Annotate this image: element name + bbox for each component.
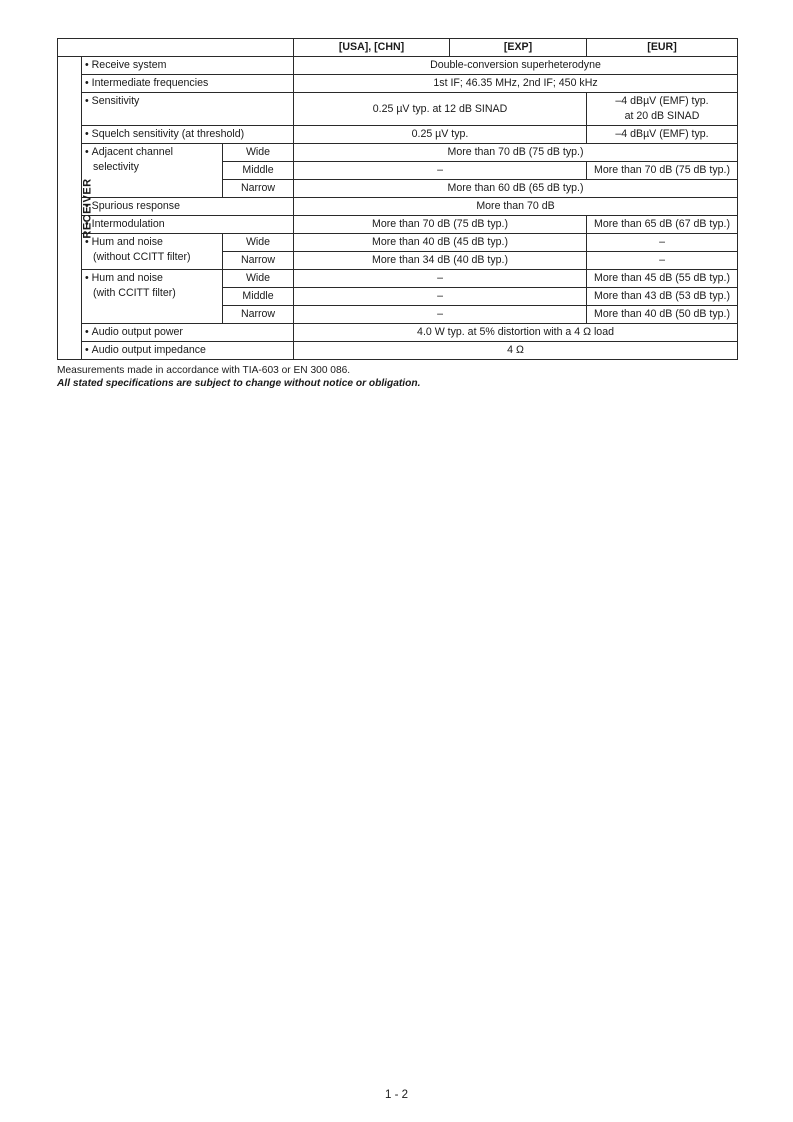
disclaimer-note: All stated specifications are subject to change without notice or obligation. bbox=[57, 378, 421, 389]
table-header-row bbox=[58, 39, 738, 57]
row-value-eur: More than 65 dB (67 dB typ.) bbox=[587, 216, 738, 234]
row-value-eur: More than 45 dB (55 dB typ.) bbox=[587, 270, 738, 288]
row-label: • Squelch sensitivity (at threshold) bbox=[82, 126, 294, 144]
label-line: (without CCITT filter) bbox=[93, 251, 191, 263]
header-exp: [EXP] bbox=[450, 39, 587, 57]
row-value-usa-exp: More than 34 dB (40 dB typ.) bbox=[294, 252, 587, 270]
label-line: • Hum and noise bbox=[85, 272, 219, 285]
sub-label: Wide bbox=[223, 144, 294, 162]
row-label: • Sensitivity bbox=[82, 93, 294, 126]
row-value-eur bbox=[587, 93, 738, 126]
sub-label: Narrow bbox=[223, 180, 294, 198]
row-value: More than 60 dB (65 dB typ.) bbox=[294, 180, 738, 198]
table-row bbox=[58, 93, 738, 126]
row-value-usa-exp: 0.25 µV typ. bbox=[294, 126, 587, 144]
row-value-eur: More than 40 dB (50 dB typ.) bbox=[587, 306, 738, 324]
table-row bbox=[58, 75, 738, 93]
receiver-spec-table bbox=[57, 38, 738, 360]
row-value: 1st IF; 46.35 MHz, 2nd IF; 450 kHz bbox=[294, 75, 738, 93]
row-value-usa-exp: – bbox=[294, 162, 587, 180]
sub-label: Narrow bbox=[223, 306, 294, 324]
footnotes bbox=[57, 364, 420, 390]
sub-label: Narrow bbox=[223, 252, 294, 270]
table-row bbox=[58, 216, 738, 234]
row-label: • Audio output power bbox=[82, 324, 294, 342]
sub-label: Middle bbox=[223, 162, 294, 180]
row-value: 4 Ω bbox=[294, 342, 738, 360]
section-label-cell bbox=[58, 57, 94, 360]
value-line: –4 dBµV (EMF) typ. bbox=[615, 95, 709, 107]
section-label: RECEIVER bbox=[81, 177, 94, 239]
label-line: • Adjacent channel bbox=[85, 146, 219, 159]
row-value-eur: – bbox=[587, 252, 738, 270]
table-row bbox=[58, 144, 738, 162]
row-label bbox=[82, 234, 223, 270]
row-value: More than 70 dB bbox=[294, 198, 738, 216]
row-value-usa-exp: – bbox=[294, 288, 587, 306]
row-label: • Intermodulation bbox=[82, 216, 294, 234]
sub-label: Middle bbox=[223, 288, 294, 306]
row-value: 4.0 W typ. at 5% distortion with a 4 Ω load bbox=[294, 324, 738, 342]
table-row bbox=[58, 342, 738, 360]
sub-label: Wide bbox=[223, 234, 294, 252]
row-value: Double-conversion superheterodyne bbox=[294, 57, 738, 75]
measurement-note: Measurements made in accordance with TIA-603 or EN 300 086. bbox=[57, 365, 351, 376]
row-label bbox=[82, 144, 223, 198]
row-value-usa-exp: – bbox=[294, 306, 587, 324]
table-row bbox=[58, 57, 738, 75]
header-eur: [EUR] bbox=[587, 39, 738, 57]
row-value-usa-exp: – bbox=[294, 270, 587, 288]
row-value-eur: More than 43 dB (53 dB typ.) bbox=[587, 288, 738, 306]
row-value-usa-exp: 0.25 µV typ. at 12 dB SINAD bbox=[294, 93, 587, 126]
row-label: • Audio output impedance bbox=[82, 342, 294, 360]
row-value-usa-exp: More than 40 dB (45 dB typ.) bbox=[294, 234, 587, 252]
row-value-eur: –4 dBµV (EMF) typ. bbox=[587, 126, 738, 144]
header-blank-cell bbox=[58, 39, 294, 57]
label-line: selectivity bbox=[93, 161, 139, 173]
header-usa-chn: [USA], [CHN] bbox=[294, 39, 450, 57]
table-row bbox=[58, 234, 738, 252]
table-row bbox=[58, 324, 738, 342]
table-row bbox=[58, 126, 738, 144]
row-label bbox=[82, 270, 223, 324]
value-line: at 20 dB SINAD bbox=[624, 110, 700, 122]
row-value-eur: – bbox=[587, 234, 738, 252]
sub-label: Wide bbox=[223, 270, 294, 288]
row-label: • Receive system bbox=[82, 57, 294, 75]
label-line: (with CCITT filter) bbox=[93, 287, 176, 299]
label-line: • Hum and noise bbox=[85, 236, 219, 249]
page-number: 1 - 2 bbox=[384, 1089, 408, 1101]
table-row bbox=[58, 270, 738, 288]
row-value-usa-exp: More than 70 dB (75 dB typ.) bbox=[294, 216, 587, 234]
row-value-eur: More than 70 dB (75 dB typ.) bbox=[587, 162, 738, 180]
row-label: • Intermediate frequencies bbox=[82, 75, 294, 93]
row-label: • Spurious response bbox=[82, 198, 294, 216]
row-value: More than 70 dB (75 dB typ.) bbox=[294, 144, 738, 162]
table-row bbox=[58, 198, 738, 216]
